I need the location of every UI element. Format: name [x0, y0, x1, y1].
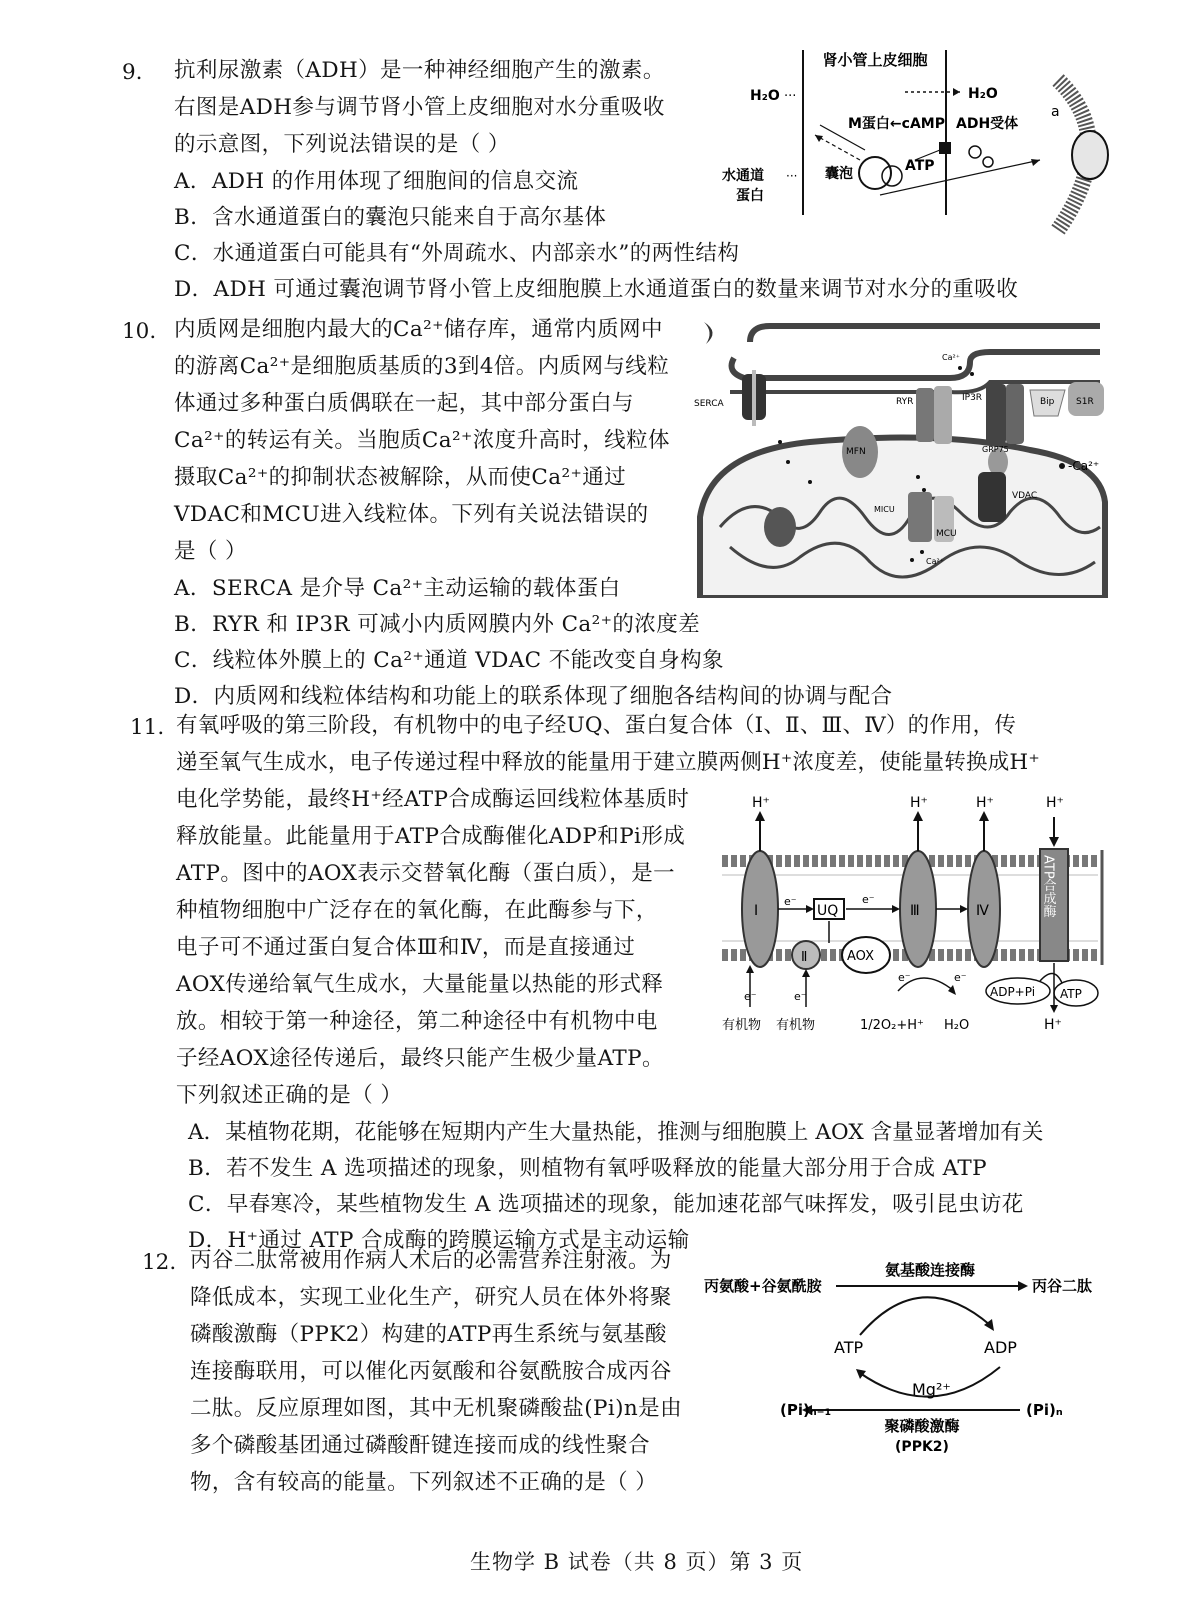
atp-output-label: ATP	[1060, 987, 1082, 1001]
question-text: ATP。图中的AOX表示交替氧化酶（蛋白质），是一	[176, 861, 675, 886]
vesicle-label: 囊泡	[825, 166, 853, 182]
complex-4: Ⅳ	[976, 903, 989, 919]
h-plus-bottom: H⁺	[1044, 1017, 1062, 1033]
question-number: 9.	[122, 60, 143, 85]
question-text: 递至氧气生成水，电子传递过程中释放的能量用于建立膜两侧H⁺浓度差，使能量转换成H⁺	[176, 750, 1040, 775]
complex-2: Ⅱ	[801, 950, 808, 965]
question-text: 磷酸激酶（PPK2）构建的ATP再生系统与氨基酸	[190, 1322, 667, 1347]
option-d: D．ADH 可通过囊泡调节肾小管上皮细胞膜上水通道蛋白的数量来调节对水分的重吸收	[174, 277, 1019, 302]
question-text: 释放能量。此能量用于ATP合成酶催化ADP和Pi形成	[176, 824, 686, 849]
adp-label: ADP	[984, 1338, 1017, 1357]
mg-label: Mg²⁺	[912, 1380, 951, 1399]
question-text: 抗利尿激素（ADH）是一种神经细胞产生的激素。	[174, 58, 665, 83]
question-text: 电子可不通过蛋白复合体Ⅲ和Ⅳ，而是直接通过	[176, 935, 636, 960]
ca-top: Ca²⁺	[942, 353, 960, 362]
option-a: A．SERCA 是介导 Ca²⁺主动运输的载体蛋白	[174, 576, 621, 601]
pi-n1: (Pi)ₙ₋₁	[780, 1401, 832, 1419]
h-plus-4: H⁺	[976, 795, 994, 811]
complex-1: Ⅰ	[754, 903, 759, 919]
product: 丙谷二肽	[1032, 1277, 1093, 1295]
question-text: 子经AOX途径传递后，最终只能产生极少量ATP。	[176, 1046, 664, 1071]
question-text: 内质网是细胞内最大的Ca²⁺储存库，通常内质网中	[174, 317, 663, 342]
uq-label: UQ	[817, 903, 839, 919]
question-number: 11.	[130, 715, 165, 740]
e-bottom-4: e⁻	[954, 971, 967, 984]
grp75-label: GRP75	[982, 445, 1009, 454]
aquaporin-label: 水通道	[722, 168, 764, 184]
question-text: 二肽。反应原理如图，其中无机聚磷酸盐(Pi)n是由	[190, 1396, 682, 1421]
h-plus-synthase: H⁺	[1046, 795, 1064, 811]
serca-label: SERCA	[694, 399, 724, 409]
option-a: A．某植物花期，花能够在短期内产生大量热能，推测与细胞膜上 AOX 含量显著增加有关	[188, 1120, 1044, 1145]
label-a: a	[1051, 104, 1060, 120]
question-text: 连接酶联用，可以催化丙氨酸和谷氨酰胺合成丙谷	[190, 1359, 672, 1384]
question-text: 丙谷二肽常被用作病人术后的必需营养注射液。为	[190, 1248, 672, 1273]
ppk2-label: (PPK2)	[895, 1439, 949, 1455]
substrate: 丙氨酸+谷氨酰胺	[704, 1277, 822, 1295]
question-text: VDAC和MCU进入线粒体。下列有关说法错误的	[174, 502, 649, 527]
water-label: H₂O	[944, 1018, 970, 1033]
atp-label: ATP	[905, 158, 935, 174]
pi-n: (Pi)ₙ	[1026, 1401, 1063, 1419]
e-bottom-1: e⁻	[744, 990, 757, 1003]
h-plus-3: H⁺	[910, 795, 928, 811]
question-number: 10.	[122, 319, 157, 344]
s1r-label: S1R	[1076, 397, 1094, 407]
e-bottom-3: e⁻	[898, 971, 911, 984]
option-a: A．ADH 的作用体现了细胞间的信息交流	[174, 169, 579, 194]
svg-text:蛋白: 蛋白	[736, 188, 764, 204]
organic-2: 有机物	[776, 1018, 816, 1033]
h2o-left: H₂O	[750, 88, 780, 104]
question-text: 是（ ）	[174, 539, 247, 564]
question-text: 物，含有较高的能量。下列叙述不正确的是（ ）	[190, 1470, 658, 1495]
question-text: 右图是ADH参与调节肾小管上皮细胞对水分重吸收	[174, 95, 665, 120]
vdac-label: VDAC	[1012, 491, 1038, 501]
cell-title: 肾小管上皮细胞	[822, 51, 928, 69]
question-text: 的游离Ca²⁺是细胞质基质的3到4倍。内质网与线粒	[174, 354, 670, 379]
e-1: e⁻	[784, 895, 797, 908]
option-c: C．水通道蛋白可能具有“外周疏水、内部亲水”的两性结构	[174, 241, 740, 266]
ppk2-figure	[700, 1255, 1130, 1475]
er-mitochondria-figure	[690, 312, 1110, 598]
complex-3: Ⅲ	[910, 903, 920, 919]
enzyme-bottom: 聚磷酸激酶	[884, 1417, 960, 1435]
e-bottom-2: e⁻	[794, 990, 807, 1003]
h-plus-1: H⁺	[752, 795, 770, 811]
question-text: 体通过多种蛋白质偶联在一起，其中部分蛋白与	[174, 391, 634, 416]
adp-pi-label: ADP+Pi	[990, 985, 1036, 999]
organic-1: 有机物	[722, 1018, 762, 1033]
option-d: D．内质网和线粒体结构和功能上的联系体现了细胞各结构间的协调与配合	[174, 684, 893, 709]
question-number: 12.	[142, 1250, 177, 1275]
question-text: 降低成本，实现工业化生产，研究人员在体外将聚	[190, 1285, 672, 1310]
question-text: 的示意图，下列说法错误的是（ ）	[174, 132, 510, 157]
mcu-label: MCU	[936, 529, 957, 539]
page-footer: 生物学 B 试卷（共 8 页）第 3 页	[470, 1550, 804, 1574]
h2o-right: H₂O	[968, 86, 998, 102]
option-c: C．线粒体外膜上的 Ca²⁺通道 VDAC 不能改变自身构象	[174, 648, 724, 673]
svg-text:···: ···	[784, 89, 797, 104]
oxygen-label: 1/2O₂+H⁺	[860, 1018, 924, 1033]
adh-figure	[720, 40, 1120, 240]
bip-label: Bip	[1040, 397, 1055, 407]
question-text: Ca²⁺的转运有关。当胞质Ca²⁺浓度升高时，线粒体	[174, 428, 670, 453]
question-text: 有氧呼吸的第三阶段，有机物中的电子经UQ、蛋白复合体（Ⅰ、Ⅱ、Ⅲ、Ⅳ）的作用，传	[176, 713, 1017, 738]
micu-label: MICU	[874, 505, 895, 514]
aox-label: AOX	[847, 949, 874, 964]
option-c: C．早春寒冷，某些植物发生 A 选项描述的现象，能加速花部气味挥发，吸引昆虫访花	[188, 1192, 1024, 1217]
question-text: 种植物细胞中广泛存在的氧化酶，在此酶参与下，	[176, 898, 658, 923]
question-text: 电化学势能，最终H⁺经ATP合成酶运回线粒体基质时	[176, 787, 690, 812]
atp-label: ATP	[834, 1338, 864, 1357]
ca-legend: -Ca²⁺	[1068, 459, 1100, 473]
ca-bottom: Ca²⁺	[926, 557, 944, 566]
m-protein-label: M蛋白←cAMP	[848, 116, 945, 132]
question-text: 多个磷酸基团通过磷酸酐键连接而成的线性聚合	[190, 1433, 650, 1458]
question-text: 下列叙述正确的是（ ）	[176, 1083, 403, 1108]
electron-transport-figure	[722, 795, 1132, 1045]
svg-text:···: ···	[786, 169, 798, 183]
option-b: B．若不发生 A 选项描述的现象，则植物有氧呼吸释放的能量大部分用于合成 ATP	[188, 1156, 987, 1181]
question-text: AOX传递给氧气生成水，大量能量以热能的形式释	[176, 972, 664, 997]
option-b: B．RYR 和 IP3R 可减小内质网膜内外 Ca²⁺的浓度差	[174, 612, 701, 637]
enzyme-top: 氨基酸连接酶	[884, 1261, 976, 1279]
question-text: 放。相较于第一种途径，第二种途径中有机物中电	[176, 1009, 658, 1034]
mfn-label: MFN	[846, 447, 866, 457]
ryr-label: RYR	[896, 397, 914, 407]
e-2: e⁻	[862, 893, 875, 906]
option-d: D．H⁺通过 ATP 合成酶的跨膜运输方式是主动运输	[188, 1228, 690, 1253]
adh-receptor-label: ADH受体	[956, 116, 1019, 132]
option-b: B．含水通道蛋白的囊泡只能来自于高尔基体	[174, 205, 607, 230]
atp-synthase-label: ATP合成酶	[1040, 855, 1056, 918]
question-text: 摄取Ca²⁺的抑制状态被解除，从而使Ca²⁺通过	[174, 465, 627, 490]
ip3r-label: IP3R	[962, 393, 983, 403]
